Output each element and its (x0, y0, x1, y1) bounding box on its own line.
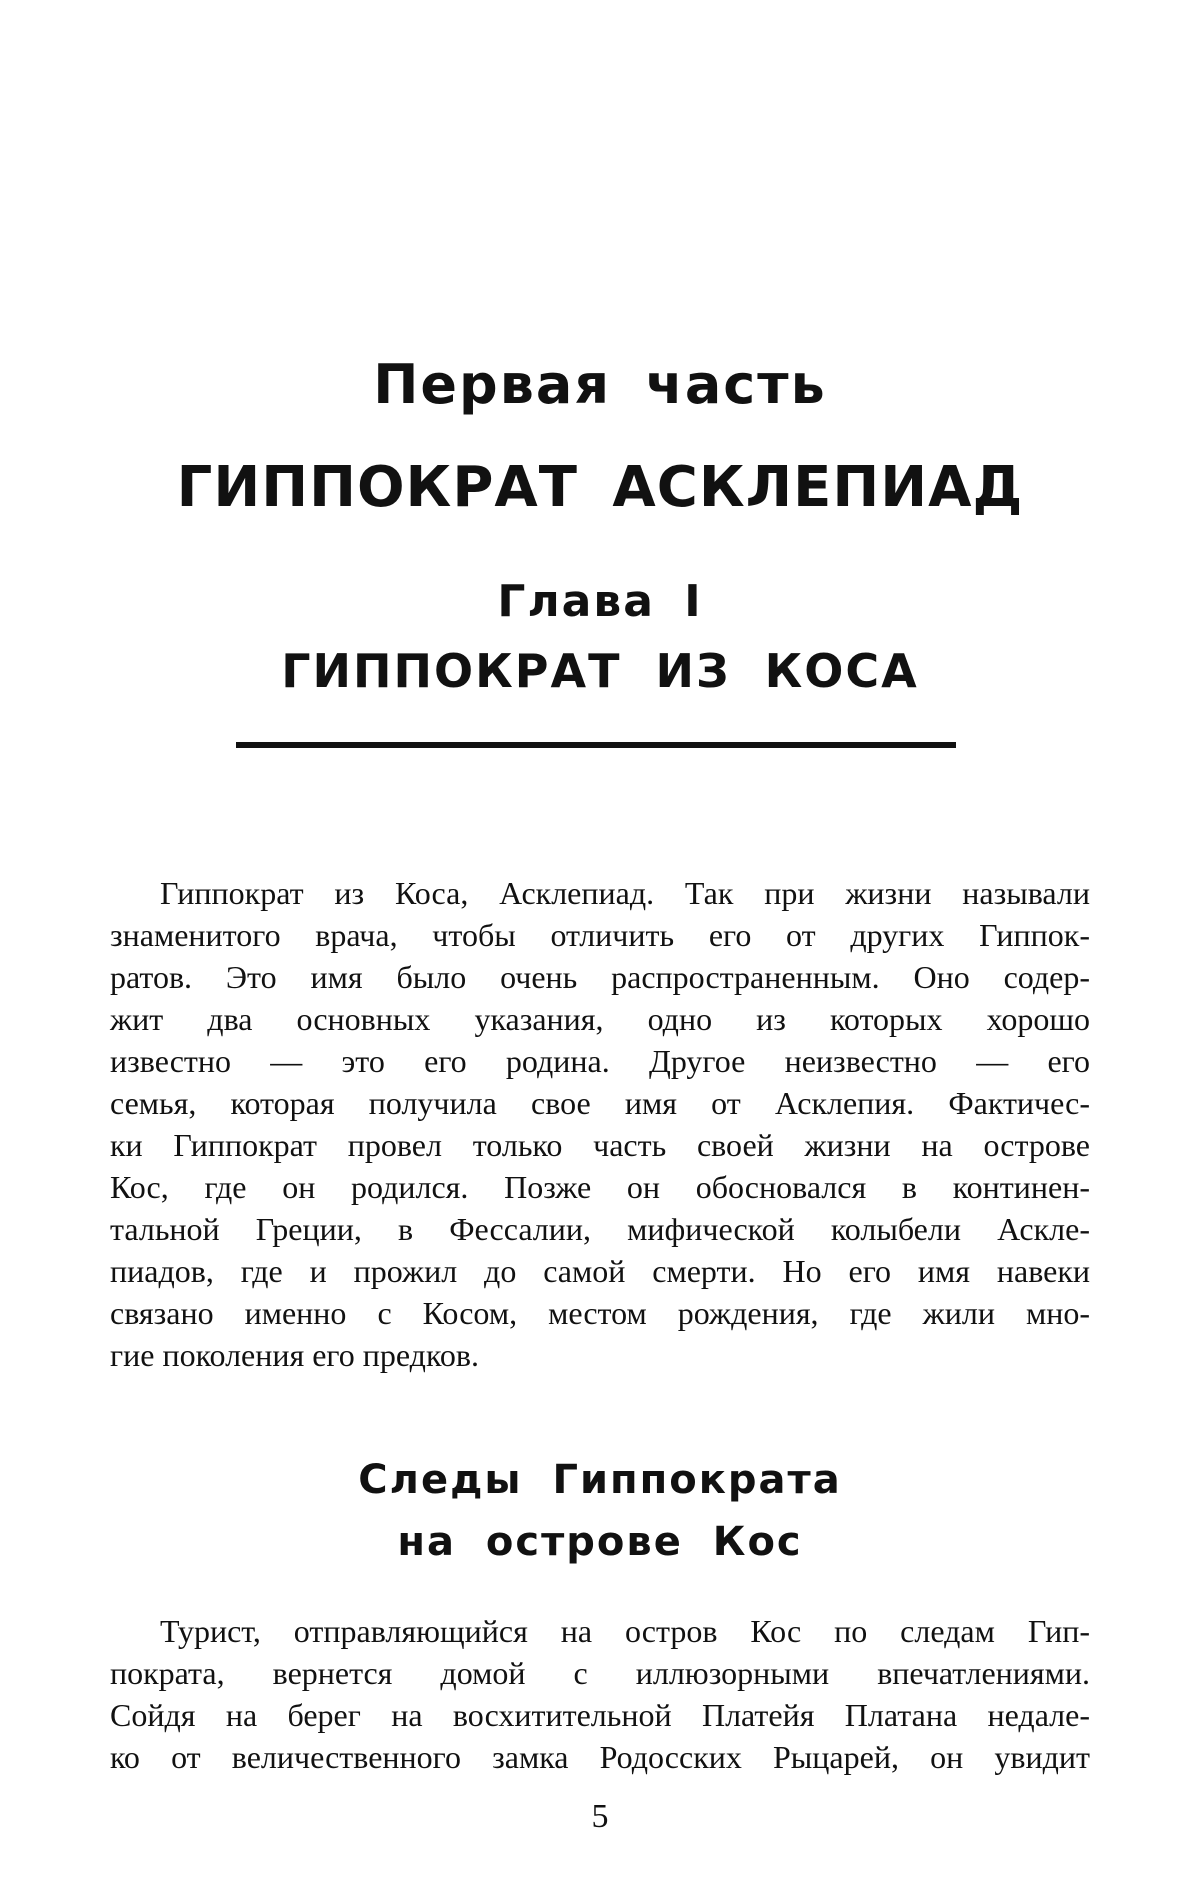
paragraph-line: Гиппократ из Коса, Асклепиад. Так при жизни называли (160, 875, 1090, 911)
section-title-line-2: на острове Кос (397, 1519, 803, 1565)
paragraph-line: Сойдя на берег на восхитительной Платейя Платана недале- (110, 1697, 1090, 1733)
paragraph-line: Турист, отправляющийся на остров Кос по следам Гип- (160, 1613, 1090, 1649)
paragraph-line: ратов. Это имя было очень распространенным. Оно содер- (110, 959, 1090, 995)
paragraph-line: известно — это его родина. Другое неизвестно — его (110, 1043, 1090, 1079)
paragraph-1 (110, 872, 1090, 1376)
paragraph-line: пократа, вернется домой с иллюзорными впечатлениями. (110, 1655, 1090, 1691)
chapter-label: Глава I (497, 576, 703, 627)
paragraph-line: ки Гиппократ провел только часть своей жизни на острове (110, 1127, 1090, 1163)
paragraph-line: пиадов, где и прожил до самой смерти. Но его имя навеки (110, 1253, 1090, 1289)
section-title-line-1: Следы Гиппократа (358, 1457, 842, 1503)
part-title: Первая часть (373, 353, 827, 416)
paragraph-line: тальной Греции, в Фессалии, мифической колыбели Аскле- (110, 1211, 1090, 1247)
page-number: 5 (591, 1798, 609, 1835)
paragraph-line: семья, которая получила свое имя от Асклепия. Фактичес- (110, 1085, 1090, 1121)
part-subtitle: ГИППОКРАТ АСКЛЕПИАД (176, 455, 1024, 520)
paragraph-line: ко от величественного замка Родосских Рыцарей, он увидит (110, 1739, 1090, 1775)
paragraph-2 (110, 1610, 1090, 1778)
chapter-title: ГИППОКРАТ ИЗ КОСА (281, 644, 919, 698)
paragraph-line: жит два основных указания, одно из которых хорошо (110, 1001, 1090, 1037)
paragraph-line: гие поколения его предков. (110, 1337, 479, 1373)
chapter-divider (236, 742, 956, 748)
paragraph-line: связано именно с Косом, местом рождения, где жили мно- (110, 1295, 1090, 1331)
paragraph-line: знаменитого врача, чтобы отличить его от других Гиппок- (110, 917, 1090, 953)
paragraph-line: Кос, где он родился. Позже он обосновался в континен- (110, 1169, 1090, 1205)
